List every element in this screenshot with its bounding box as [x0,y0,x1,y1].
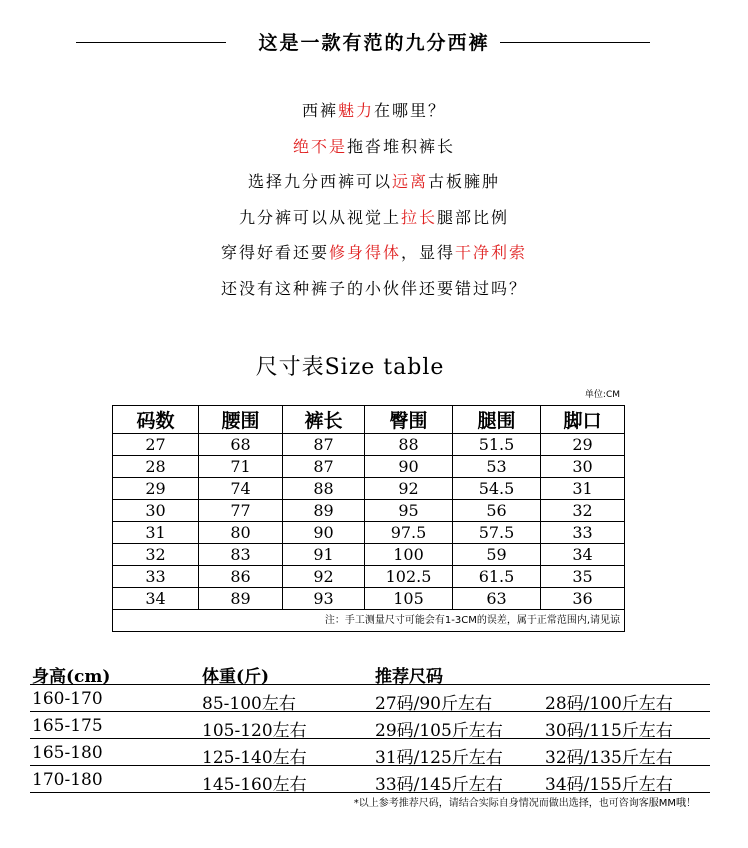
recommend-cell: 30码/115斤左右 [545,721,673,741]
size-row [113,478,625,500]
size-cell: 53 [453,456,541,478]
intro-line [0,135,748,171]
size-row [113,522,625,544]
size-table [112,405,625,632]
recommend-cell: 34码/155斤左右 [545,775,673,795]
recommend-cell: 29码/105斤左右 [375,721,503,741]
recommend-row [30,687,710,712]
intro-text-segment: 古板臃肿 [428,172,501,191]
highlight-text: 拉长 [400,207,437,227]
size-cell: 33 [541,522,625,544]
size-header-cell: 腰围 [199,406,283,434]
size-cell: 59 [453,544,541,566]
size-cell: 29 [113,478,199,500]
size-cell: 27 [113,434,199,456]
size-header-cell: 码数 [113,406,199,434]
recommend-row [30,714,710,739]
size-cell: 34 [541,544,625,566]
size-cell: 90 [365,456,453,478]
recommend-cell: 125-140左右 [202,748,307,768]
size-cell: 77 [199,500,283,522]
intro-line [0,170,748,206]
size-cell: 83 [199,544,283,566]
recommend-table [30,660,710,793]
size-cell: 51.5 [453,434,541,456]
size-cell: 68 [199,434,283,456]
recommend-cell: 145-160左右 [202,775,307,795]
recommend-cell: 160-170 [32,689,103,709]
intro-text [0,99,748,312]
recommend-row [30,741,710,766]
size-cell: 31 [113,522,199,544]
size-cell: 56 [453,500,541,522]
recommend-header-cell: 推荐尺码 [375,667,443,687]
size-cell: 32 [113,544,199,566]
recommend-cell: 28码/100斤左右 [545,694,673,714]
section-header [0,28,748,58]
size-cell: 32 [541,500,625,522]
size-cell: 88 [365,434,453,456]
intro-text-segment: 穿得好看还要 [220,243,329,262]
size-cell: 90 [283,522,365,544]
size-cell: 28 [113,456,199,478]
page-title: 这是一款有范的九分西裤 [0,28,748,58]
size-header-cell: 裤长 [283,406,365,434]
size-header-cell: 臀围 [365,406,453,434]
size-cell: 92 [283,566,365,588]
intro-line [0,99,748,135]
size-cell: 35 [541,566,625,588]
recommend-cell: 31码/125斤左右 [375,748,503,768]
size-cell: 95 [365,500,453,522]
size-cell: 87 [283,434,365,456]
recommend-cell: 170-180 [32,770,103,790]
intro-text-segment: 还没有这种裤子的小伙伴还要错过吗？ [220,278,527,298]
size-cell: 74 [199,478,283,500]
recommend-row [30,768,710,793]
size-cell: 93 [283,588,365,610]
size-cell: 86 [199,566,283,588]
intro-text-segment: 拖沓堆积裤长 [347,136,456,156]
intro-text-segment: 九分裤可以从视觉上 [238,207,401,227]
size-row [113,544,625,566]
size-cell: 29 [541,434,625,456]
recommend-cell: 33码/145斤左右 [375,775,503,795]
size-row [113,588,625,610]
size-cell: 30 [113,500,199,522]
highlight-text: 修身得体 [328,243,401,262]
size-cell: 80 [199,522,283,544]
recommend-cell: 32码/135斤左右 [545,748,673,768]
size-row [113,456,625,478]
size-table-note: 注：手工测量尺寸可能会有1-3CM的误差，属于正常范围内,请见谅 [113,610,625,632]
size-cell: 91 [283,544,365,566]
size-cell: 97.5 [365,522,453,544]
recommend-cell: 165-175 [32,716,103,736]
intro-text-segment: 西裤 [301,101,338,120]
recommend-cell: 85-100左右 [202,694,296,714]
size-cell: 89 [199,588,283,610]
size-cell: 31 [541,478,625,500]
size-row [113,434,625,456]
recommend-header [30,660,710,685]
size-cell: 30 [541,456,625,478]
recommend-footnote: *以上参考推荐尺码，请结合实际自身情况而做出选择，也可咨询客服MM哦！ [353,798,696,809]
size-table-title: 尺寸表Size table [255,355,445,380]
size-table-unit: 单位:CM [584,390,620,400]
recommend-cell: 105-120左右 [202,721,307,741]
size-cell: 57.5 [453,522,541,544]
size-cell: 88 [283,478,365,500]
intro-line [0,241,748,277]
recommend-cell: 165-180 [32,743,103,763]
size-header-cell: 腿围 [453,406,541,434]
highlight-text: 魅力 [337,101,374,120]
intro-text-segment: 选择九分西裤可以 [247,172,392,191]
size-cell: 102.5 [365,566,453,588]
size-cell: 61.5 [453,566,541,588]
size-cell: 34 [113,588,199,610]
size-cell: 33 [113,566,199,588]
size-cell: 105 [365,588,453,610]
size-cell: 36 [541,588,625,610]
size-cell: 92 [365,478,453,500]
highlight-text: 远离 [391,172,428,191]
recommend-header-cell: 体重(斤) [202,667,270,687]
intro-text-segment: ，显得 [401,243,456,262]
size-cell: 100 [365,544,453,566]
intro-text-segment: 在哪里？ [374,101,447,120]
size-cell: 54.5 [453,478,541,500]
recommend-header-cell: 身高(cm) [32,667,111,687]
size-header-cell: 脚口 [541,406,625,434]
intro-line [0,206,748,242]
intro-text-segment: 腿部比例 [437,207,510,227]
recommend-cell: 27码/90斤左右 [375,694,492,714]
size-cell: 89 [283,500,365,522]
size-row [113,566,625,588]
size-cell: 87 [283,456,365,478]
size-cell: 63 [453,588,541,610]
intro-line [0,277,748,313]
size-row [113,500,625,522]
highlight-text: 干净利索 [455,243,528,262]
highlight-text: 绝不是 [292,136,347,156]
size-cell: 71 [199,456,283,478]
